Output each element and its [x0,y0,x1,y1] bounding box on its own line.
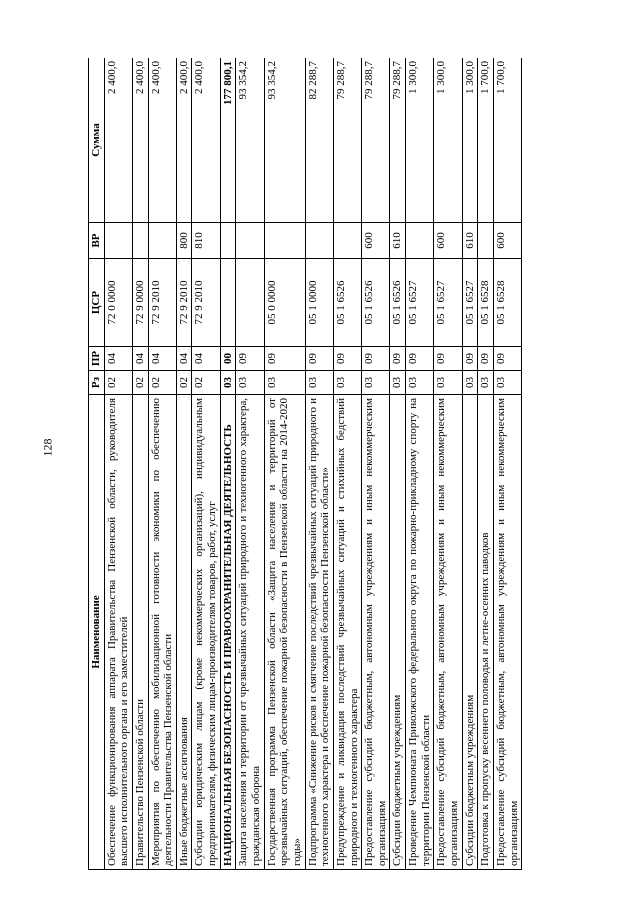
table-row [434,58,462,870]
budget-table [88,58,522,870]
rz-cell: 03 [220,371,236,395]
name-cell: Защита населения и территории от чрезвычайных ситуаций природного и техногенного характера, гражданская оборона [236,395,264,870]
table-row [305,58,333,870]
csr-cell: 72 9 2010 [148,259,176,347]
pr-cell: 09 [236,347,264,371]
sum-cell: 2 400,0 [132,58,148,223]
csr-cell: 05 1 6527 [434,259,462,347]
vr-cell [406,223,434,259]
pr-cell: 04 [176,347,192,371]
csr-cell: 72 9 0000 [132,259,148,347]
pr-cell: 00 [220,347,236,371]
rz-cell: 03 [333,371,361,395]
sum-cell: 79 288,7 [390,58,406,223]
csr-cell [220,259,236,347]
rz-cell: 03 [305,371,333,395]
rz-cell: 03 [390,371,406,395]
table-row [176,58,192,870]
rotated-page-area [88,58,622,870]
rz-cell: 03 [434,371,462,395]
table-row [390,58,406,870]
csr-cell: 72 9 2010 [192,259,220,347]
sum-cell: 1 300,0 [462,58,478,223]
name-cell: Государственная программа Пензенской области «Защита населения и территорий от чрезвычайных ситуаций, обеспечение пожарной безопасности в Пензенской области на 2014-2020 годы» [264,395,305,870]
vr-cell: 600 [434,223,462,259]
pr-cell: 04 [148,347,176,371]
sum-cell: 177 800,1 [220,58,236,223]
vr-cell [478,223,494,259]
vr-cell [148,223,176,259]
sum-cell: 79 288,7 [333,58,361,223]
pr-cell: 09 [462,347,478,371]
page-number: 128 [40,438,55,457]
vr-cell: 600 [362,223,390,259]
csr-cell: 05 1 6526 [362,259,390,347]
vr-cell [220,223,236,259]
header-rz: Рз [89,371,105,395]
table-row [493,58,521,870]
pr-cell: 09 [434,347,462,371]
vr-cell: 610 [390,223,406,259]
vr-cell [333,223,361,259]
sum-cell: 1 700,0 [493,58,521,223]
pr-cell: 04 [192,347,220,371]
table-row [406,58,434,870]
table-row [192,58,220,870]
vr-cell: 600 [493,223,521,259]
table-row [220,58,236,870]
rz-cell: 03 [406,371,434,395]
pr-cell: 09 [333,347,361,371]
csr-cell: 05 1 6528 [478,259,494,347]
rz-cell: 02 [176,371,192,395]
rz-cell: 03 [493,371,521,395]
csr-cell: 05 1 0000 [305,259,333,347]
csr-cell: 72 9 2010 [176,259,192,347]
table-row [478,58,494,870]
sum-cell: 2 400,0 [104,58,132,223]
rz-cell: 03 [264,371,305,395]
header-vr: ВР [89,223,105,259]
csr-cell: 05 1 6527 [462,259,478,347]
sum-cell: 2 400,0 [192,58,220,223]
table-row [104,58,132,870]
name-cell: Иные бюджетные ассигнования [176,395,192,870]
csr-cell: 05 1 6526 [333,259,361,347]
table-row [148,58,176,870]
sum-cell: 2 400,0 [176,58,192,223]
sum-cell: 1 700,0 [478,58,494,223]
vr-cell [305,223,333,259]
table-body [104,58,522,870]
header-name: Наименование [89,395,105,870]
table-row [362,58,390,870]
name-cell: Подпрограмма «Снижение рисков и смягчение последствий чрезвычайных ситуаций природного и техногенного характера и обеспечение пожарной безопасности Пензенской области» [305,395,333,870]
pr-cell: 09 [390,347,406,371]
rz-cell: 03 [462,371,478,395]
rz-cell: 03 [362,371,390,395]
csr-cell: 05 1 6526 [390,259,406,347]
name-cell: Субсидии юридическим лицам (кроме некоммерческих организаций), индивидуальным предпринимателям, физическим лицам-производителям товаров, работ, услуг [192,395,220,870]
name-cell: Проведение Чемпионата Приволжского федерального округа по пожарно-прикладному спорту на территории Пензенской области [406,395,434,870]
header-csr: ЦСР [89,259,105,347]
sum-cell: 1 300,0 [434,58,462,223]
name-cell: Предоставление субсидий бюджетным, автономным учреждениям и иным некоммерческим организациям [434,395,462,870]
name-cell: НАЦИОНАЛЬНАЯ БЕЗОПАСНОСТЬ И ПРАВООХРАНИТЕЛЬНАЯ ДЕЯТЕЛЬНОСТЬ [220,395,236,870]
name-cell: Подготовка к пропуску весеннего половодья и летне-осенних паводков [478,395,494,870]
rz-cell: 02 [104,371,132,395]
vr-cell [104,223,132,259]
rz-cell: 03 [236,371,264,395]
rz-cell: 02 [192,371,220,395]
sum-cell: 82 288,7 [305,58,333,223]
table-row [132,58,148,870]
table-header-row [89,58,105,870]
rz-cell: 03 [478,371,494,395]
csr-cell [236,259,264,347]
rotated-table-container [88,58,622,870]
vr-cell: 610 [462,223,478,259]
pr-cell: 09 [264,347,305,371]
csr-cell: 05 1 6528 [493,259,521,347]
table-row [462,58,478,870]
csr-cell: 72 0 0000 [104,259,132,347]
vr-cell [132,223,148,259]
pr-cell: 04 [104,347,132,371]
pr-cell: 09 [478,347,494,371]
name-cell: Предоставление субсидий бюджетным, автономным учреждениям и иным некоммерческим организациям [493,395,521,870]
header-pr: ПР [89,347,105,371]
vr-cell: 800 [176,223,192,259]
pr-cell: 09 [362,347,390,371]
csr-cell: 05 1 6527 [406,259,434,347]
sum-cell: 93 354,2 [236,58,264,223]
csr-cell: 05 0 0000 [264,259,305,347]
name-cell: Предоставление субсидий бюджетным, автономным учреждениям и иным некоммерческим организациям [362,395,390,870]
vr-cell: 810 [192,223,220,259]
rz-cell: 02 [132,371,148,395]
pr-cell: 04 [132,347,148,371]
name-cell: Предупреждение и ликвидация последствий чрезвычайных ситуаций и стихийных бедствий природного и техногенного характера [333,395,361,870]
pr-cell: 09 [406,347,434,371]
table-row [264,58,305,870]
pr-cell: 09 [305,347,333,371]
pr-cell: 09 [493,347,521,371]
name-cell: Мероприятия по обеспечению мобилизационной готовности экономики по обеспечению деятельности Правительства Пензенской области [148,395,176,870]
sum-cell: 1 300,0 [406,58,434,223]
sum-cell: 2 400,0 [148,58,176,223]
sum-cell: 79 288,7 [362,58,390,223]
name-cell: Обеспечение функционирования аппарата Правительства Пензенской области, руководителя высшего исполнительного органа и его заместителей [104,395,132,870]
table-row [333,58,361,870]
name-cell: Субсидии бюджетным учреждениям [390,395,406,870]
name-cell: Правительство Пензенской области [132,395,148,870]
vr-cell [264,223,305,259]
sum-cell: 93 354,2 [264,58,305,223]
vr-cell [236,223,264,259]
table-row [236,58,264,870]
header-sum: Сумма [89,58,105,223]
rz-cell: 02 [148,371,176,395]
name-cell: Субсидии бюджетным учреждениям [462,395,478,870]
